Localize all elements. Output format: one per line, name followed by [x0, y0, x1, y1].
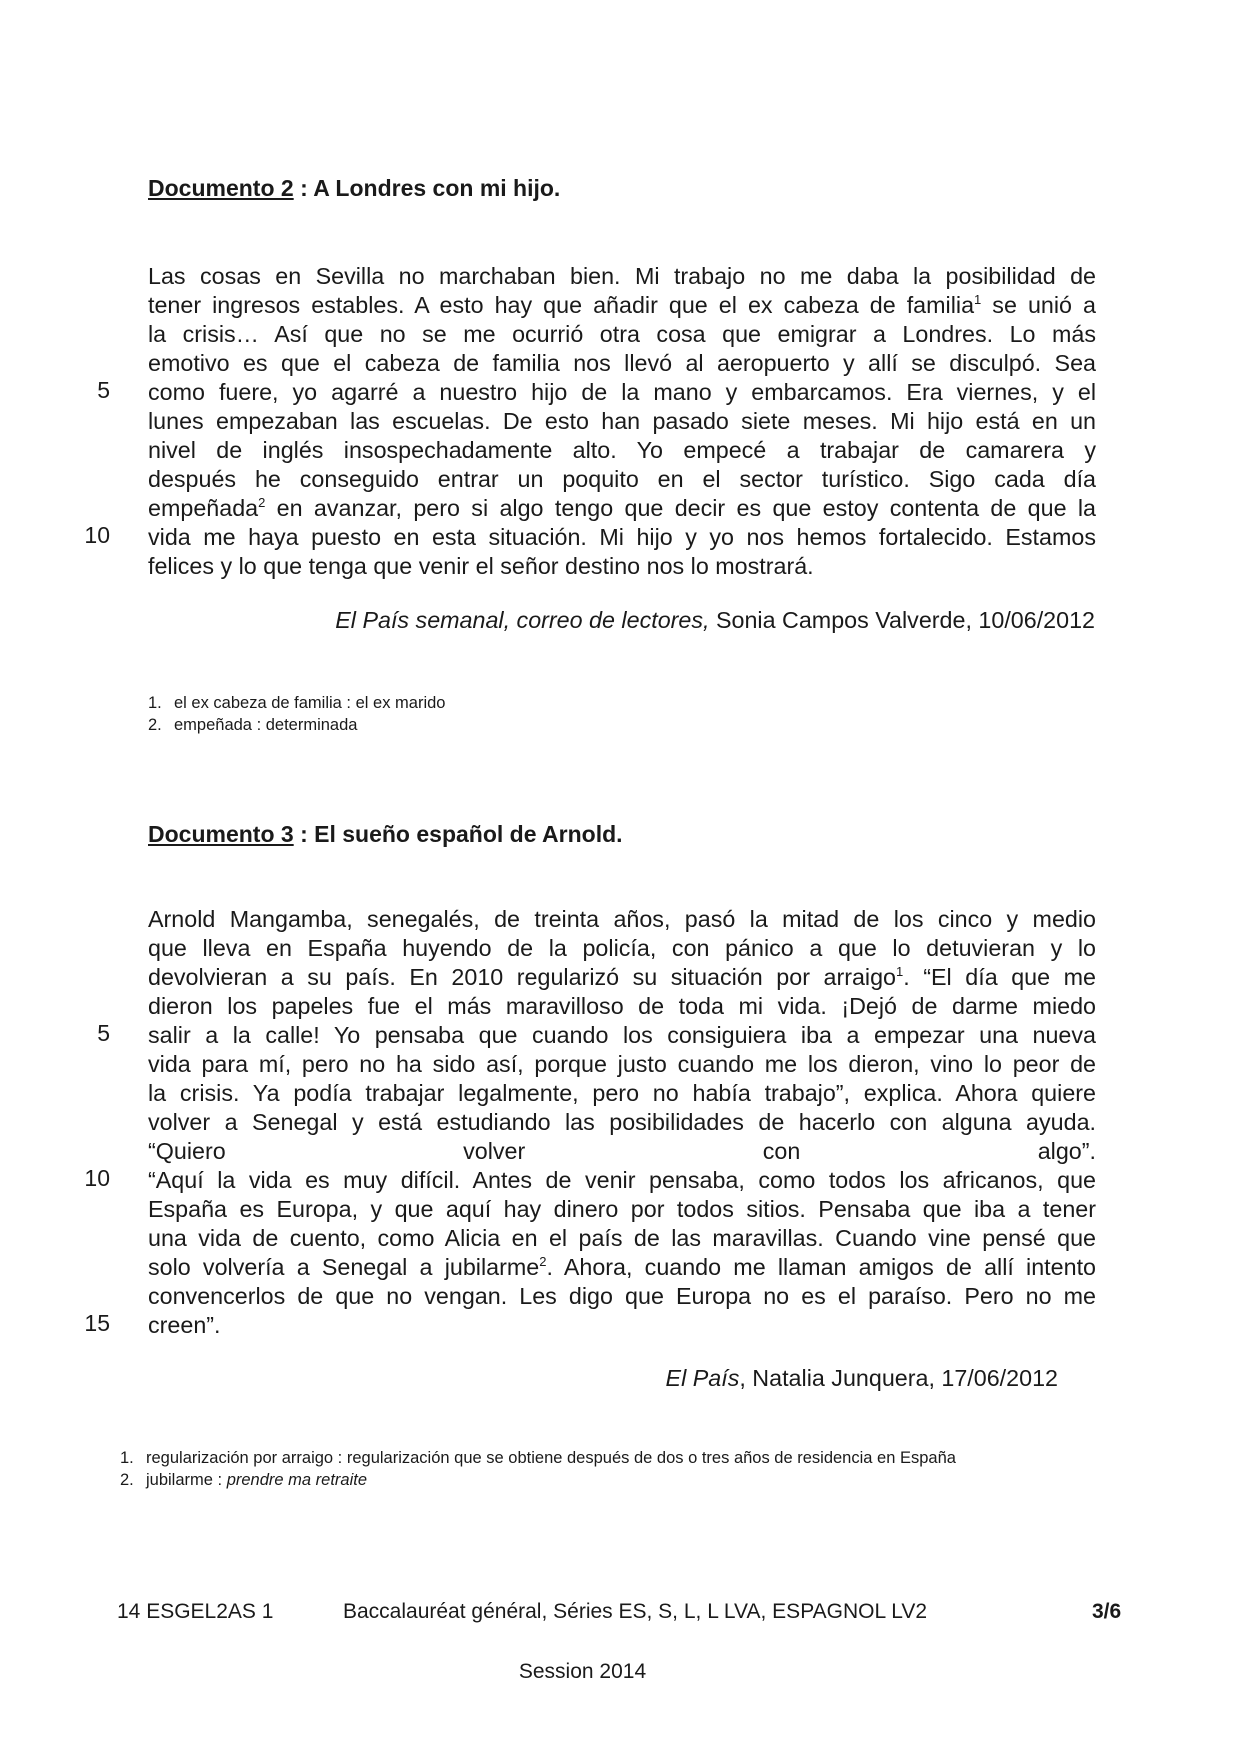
doc3-title [148, 821, 623, 848]
text-line: creen”. [148, 1312, 221, 1338]
text-line: España es Europa, y que aquí hay dinero por todos sitios. Pensaba que iba a tener [148, 1196, 1096, 1222]
text-line: convencerlos de que no vengan. Les digo que Europa no es el paraíso. Pero no me [148, 1283, 1096, 1309]
text-line: “Aquí la vida es muy difícil. Antes de venir pensaba, como todos los africanos, que [148, 1167, 1096, 1193]
text-line: como fuere, yo agarré a nuestro hijo de la mano y embarcamos. Era viernes, y el [148, 379, 1096, 405]
doc3-footnotes [120, 1447, 956, 1491]
text-line: la crisis… Así que no se me ocurrió otra cosa que emigrar a Londres. Lo más [148, 321, 1096, 347]
footnote-marker: 2 [258, 495, 266, 511]
text-line: devolvieran a su país. En 2010 regularizó su situación por arraigo$^1$. “El día que me [148, 964, 1096, 990]
text-line: una vida de cuento, como Alicia en el país de las maravillas. Cuando vine pensé que [148, 1225, 1096, 1251]
doc2-source-author: Sonia Campos Valverde, 10/06/2012 [709, 607, 1095, 633]
doc3-footnote-1: 1. regularización por arraigo : regularización que se obtiene después de dos o tres años de residencia en España [120, 1449, 956, 1467]
footer-page-number: 3/6 [1092, 1600, 1122, 1623]
doc3-source-author: , Natalia Junquera, 17/06/2012 [739, 1365, 1058, 1391]
doc2-paragraph [148, 262, 1096, 581]
text-line: vida para mí, pero no ha sido así, porque justo cuando me los dieron, vino lo peor de [148, 1051, 1096, 1077]
footer-session: Session 2014 [518, 1660, 647, 1683]
doc2-footnote-2: 2. empeñada : determinada [148, 716, 358, 734]
text-line: “Quiero volver con algo”. [148, 1138, 1096, 1164]
doc2-line-number-10: 10 [84, 522, 110, 548]
doc3-source-publication: El País [665, 1365, 740, 1391]
text-line: vida me haya puesto en esta situación. Mi hijo y yo nos hemos fortalecido. Estamos [148, 524, 1096, 550]
text-line: tener ingresos estables. A esto hay que añadir que el ex cabeza de familia$^1$ se unió a [148, 292, 1096, 318]
text-line: solo volvería a Senegal a jubilarme$^2$. Ahora, cuando me llaman amigos de allí intento [148, 1254, 1096, 1280]
doc3-label: Documento 3 [148, 821, 294, 847]
footer-code: 14 ESGEL2AS 1 [117, 1600, 274, 1623]
text-line: la crisis. Ya podía trabajar legalmente, pero no había trabajo”, explica. Ahora quiere [148, 1080, 1096, 1106]
text-line: volver a Senegal y está estudiando las posibilidades de hacerlo con alguna ayuda. [148, 1109, 1096, 1135]
footnote-marker: 1 [896, 964, 904, 980]
doc2-footnote-1: 1. el ex cabeza de familia : el ex marido [148, 694, 446, 712]
text-line: salir a la calle! Yo pensaba que cuando los consiguiera iba a empezar una nueva [148, 1022, 1096, 1048]
text-line: felices y lo que tenga que venir el señor destino nos lo mostrará. [148, 553, 814, 579]
doc2-title-text: : A Londres con mi hijo. [293, 175, 561, 201]
doc3-line-number-10: 10 [84, 1165, 110, 1191]
text-line: emotivo es que el cabeza de familia nos llevó al aeropuerto y allí se disculpó. Sea [148, 350, 1096, 376]
footnote-marker: 1 [974, 292, 982, 308]
doc2-footnotes [148, 692, 445, 736]
doc3-line-number-15: 15 [84, 1310, 110, 1336]
text-line: después he conseguido entrar un poquito en el sector turístico. Sigo cada día [148, 466, 1096, 492]
text-line: dieron los papeles fue el más maravilloso de toda mi vida. ¡Dejó de darme miedo [148, 993, 1096, 1019]
doc3-footnote-2: 2. jubilarme : prendre ma retraite [120, 1471, 368, 1489]
footer-exam-title: Baccalauréat général, Séries ES, S, L, L LVA, ESPAGNOL LV2 [343, 1600, 928, 1623]
doc2-source [335, 607, 1095, 634]
text-line: Arnold Mangamba, senegalés, de treinta años, pasó la mitad de los cinco y medio [148, 906, 1096, 932]
doc3-title-text: : El sueño español de Arnold. [293, 821, 623, 847]
text-line: lunes empezaban las escuelas. De esto han pasado siete meses. Mi hijo está en un [148, 408, 1096, 434]
footnote-marker: 2 [539, 1254, 547, 1270]
text-line: empeñada$^2$ en avanzar, pero si algo tengo que decir es que estoy contenta de que la [148, 495, 1096, 521]
text-line: que lleva en España huyendo de la policía, con pánico a que lo detuvieran y lo [148, 935, 1096, 961]
doc3-source [666, 1365, 1058, 1392]
text-line: nivel de inglés insospechadamente alto. Yo empecé a trabajar de camarera y [148, 437, 1096, 463]
doc2-source-publication: El País semanal, correo de lectores, [335, 607, 710, 633]
doc2-label: Documento 2 [148, 175, 294, 201]
doc3-line-number-5: 5 [97, 1020, 110, 1046]
doc3-paragraph [148, 905, 1096, 1340]
text-line: Las cosas en Sevilla no marchaban bien. Mi trabajo no me daba la posibilidad de [148, 263, 1096, 289]
doc2-line-number-5: 5 [97, 377, 110, 403]
doc2-title [148, 175, 560, 202]
